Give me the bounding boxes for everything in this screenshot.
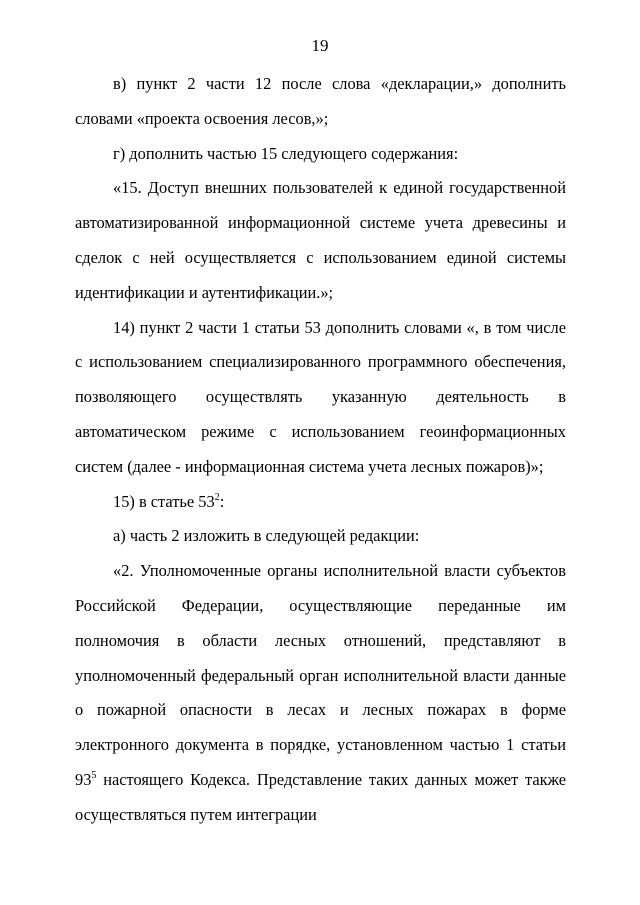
paragraph-point-14: 14) пункт 2 части 1 статьи 53 дополнить словами «, в том числе с использованием специализированного программного обеспечения, позволяющего осуществлять указанную деятельность в автоматическом режиме с использованием геоинформационных систем (далее - информационная система учета лесных пожаров)»;: [75, 317, 566, 476]
paragraph-part-2-text: «2. Уполномоченные органы исполнительной власти субъектов Российской Федерации, осуществляющие переданные им полномочия в области лесных отношений, представляют в уполномоченный федеральный орган исполнительной власти данные о пожарной опасности в лесах и лесных пожарах в форме электронного документа в порядке, установленном частью 1 статьи 93: [75, 561, 566, 789]
paragraph-part-2: [75, 554, 566, 832]
paragraph-part-2-continuation: настоящего Кодекса. Представление таких данных может также осуществляться путем интеграции: [75, 769, 566, 824]
document-body: [75, 67, 566, 833]
superscript: 5: [91, 769, 97, 781]
paragraph-part-15: «15. Доступ внешних пользователей к единой государственной автоматизированной информационной системе учета древесины и сделок с ней осуществляется с использованием единой системы идентификации и аутентификации.»;: [75, 178, 566, 302]
paragraph-point-15-suffix: :: [219, 491, 225, 511]
page-number: 19: [311, 36, 329, 55]
paragraph-subitem-a: а) часть 2 изложить в следующей редакции:: [113, 526, 420, 546]
paragraph-item-v: в) пункт 2 части 12 после слова «декларации,» дополнить словами «проекта освоения лесов,»;: [75, 74, 566, 128]
paragraph-item-g: г) дополнить частью 15 следующего содержания:: [113, 143, 459, 163]
paragraph-point-15-text: 15) в статье 53: [113, 491, 215, 511]
superscript: 2: [214, 491, 220, 503]
paragraph-point-15: [75, 485, 566, 520]
